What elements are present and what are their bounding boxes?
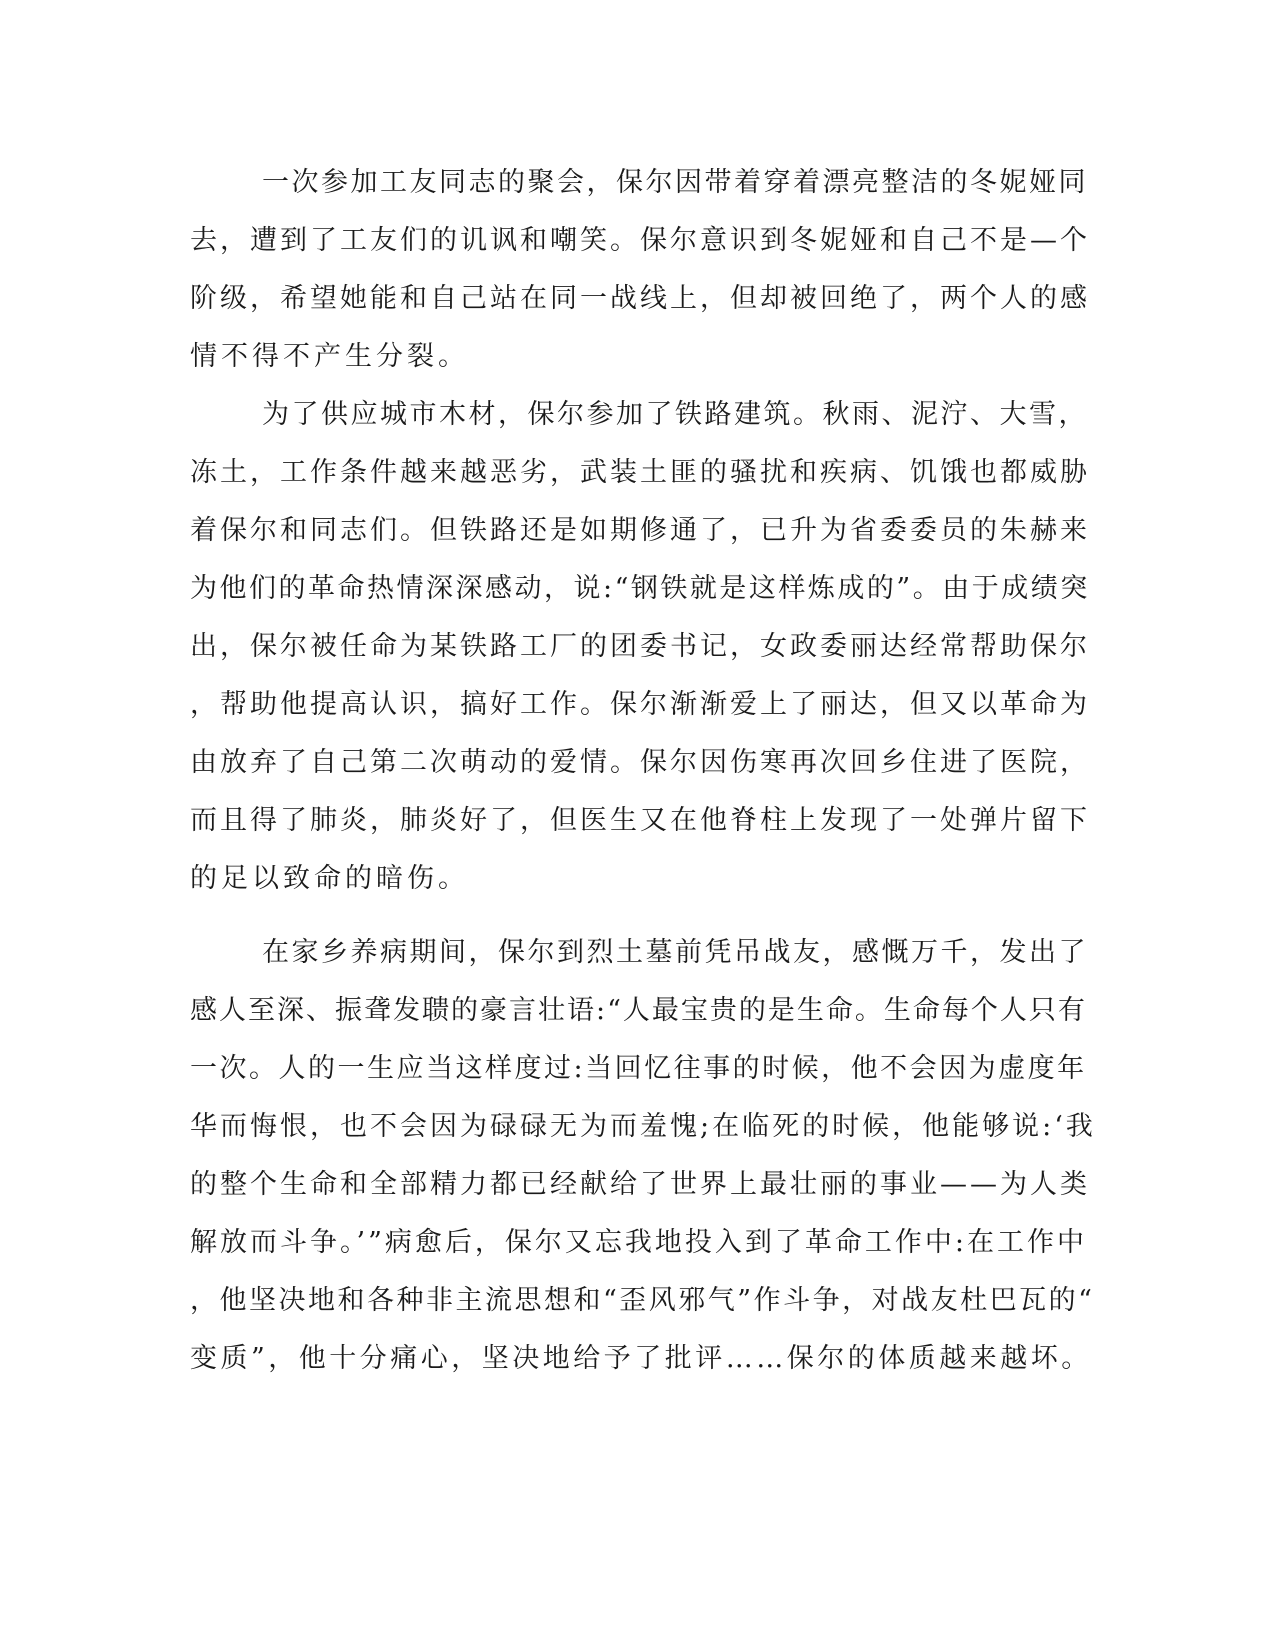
text-line: 一次参加工友同志的聚会，保尔因带着穿着漂亮整洁的冬妮娅同 [262,167,1088,198]
text-line: 解放而斗争。’”病愈后，保尔又忘我地投入到了革命工作中:在工作中 [190,1227,1087,1258]
text-line: 在家乡养病期间，保尔到烈土墓前凭吊战友，感慨万千，发出了 [262,937,1088,968]
text-line: 一次。人的一生应当这样度过:当回忆往事的时候，他不会因为虚度年 [190,1053,1087,1084]
text-line: 着保尔和同志们。但铁路还是如期修通了，已升为省委委员的朱赫来 [190,515,1090,546]
text-line: 的足以致命的暗伤。 [190,863,469,894]
text-line: 出，保尔被任命为某铁路工厂的团委书记，女政委丽达经常帮助保尔 [190,631,1090,662]
text-line: 由放弃了自己第二次萌动的爱情。保尔因伤寒再次回乡住进了医院， [190,747,1090,778]
text-line: 华而悔恨，也不会因为碌碌无为而羞愧;在临死的时候，他能够说:‘我 [190,1111,1096,1142]
text-line: 而且得了肺炎，肺炎好了，但医生又在他脊柱上发现了一处弹片留下 [190,805,1090,836]
text-line: ，帮助他提高认识，搞好工作。保尔渐渐爱上了丽达，但又以革命为 [190,689,1090,720]
text-line: 去，遭到了工友们的讥讽和嘲笑。保尔意识到冬妮娅和自己不是—个 [190,225,1090,256]
text-line: 阶级，希望她能和自己站在同一战线上，但却被回绝了，两个人的感 [190,283,1090,314]
text-line: 冻土，工作条件越来越恶劣，武装土匪的骚扰和疾病、饥饿也都威胁 [190,457,1090,488]
text-line: 变质”，他十分痛心，坚决地给予了批评……保尔的体质越来越坏。 [190,1343,1092,1374]
text-line: 为了供应城市木材，保尔参加了铁路建筑。秋雨、泥泞、大雪， [262,399,1088,430]
text-line: 为他们的革命热情深深感动，说:“钢铁就是这样炼成的”。由于成绩突 [190,573,1090,604]
text-line: 情不得不产生分裂。 [190,341,469,372]
text-line: 的整个生命和全部精力都已经献给了世界上最壮丽的事业——为人类 [190,1169,1090,1200]
text-line: 感人至深、振聋发聩的豪言壮语:“人最宝贵的是生命。生命每个人只有 [190,995,1087,1026]
text-line: ，他坚决地和各种非主流思想和“歪风邪气”作斗争，对战友杜巴瓦的“ [190,1285,1095,1316]
